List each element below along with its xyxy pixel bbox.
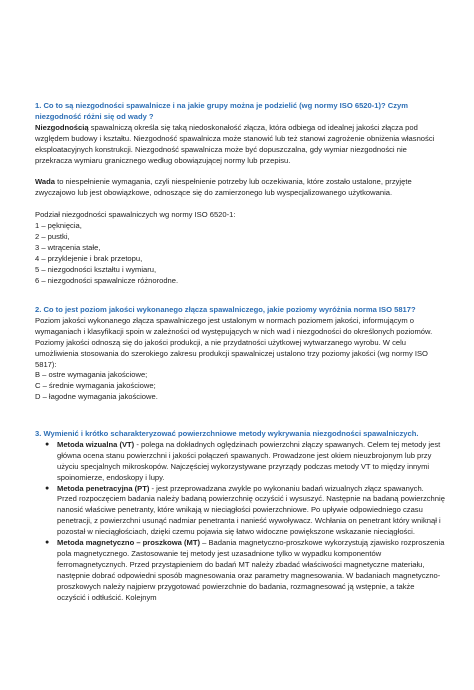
method-name: Metoda penetracyjna (PT) (57, 483, 150, 493)
group-item: 5 – niezgodności kształtu i wymiaru, (35, 264, 157, 274)
group-item: 1 – pęknięcia, (35, 221, 82, 231)
term-wada: Wada (35, 177, 55, 187)
bullet-dot-icon: ● (45, 484, 50, 492)
quality-levels-list (35, 370, 445, 403)
section-2-text: Poziom jakości wykonanego złącza spawalniczego jest ustalonym w normach poziomem jakości, informującym o wymaganiach i klasyfikacji spoin w zależności od występujących w nich wad i niezgodności do określonych poziomów. Poziomy jakości odnoszą się do jakości produkcji, a nie przydatności użytkowej wytwarzanego wyrobu. W celu umożliwienia stosowania do szerokiego zakresu produkcji spawalniczej ustalono trzy poziomy jakości (wg normy ISO 5817): (35, 315, 433, 369)
term-niezgodnosc: Niezgodnością (35, 122, 89, 132)
quality-level-item: B – ostre wymagania jakościowe; (35, 370, 148, 380)
method-text: – Badania magnetyczno-proszkowe wykorzystują zjawisko rozproszenia pola magnetycznego. Zastosowanie tej metody jest uzasadnione tylko w wypadku komponentów ferromagnetycznych. Przed przystąpieniem do badań MT należy zbadać właściwości magnetyczne materiału, następnie dobrać odpowiedni sposób magnesowania oraz parametry magnesowania. W badaniach magnetyczno-proszkowych należy najpierw przygotować powierzchnie do badania, rozmagnesować ją wstępnie, a także oczyścić i odtłuścić. Kolejnym (57, 538, 445, 602)
method-name: Metoda magnetyczno – proszkowa (MT) (57, 538, 201, 548)
method-text: - jest przeprowadzana zwykle po wykonaniu badań wizualnych złącz spawanych. Przed rozpoczęciem badania należy badaną powierzchnię oczyścić i wysuszyć. Następnie na badaną powierzchnię nanosić właściwe penetranty, które wnikają w nieciągłości powierzchniowe. Po upływie odpowiedniego czasu penetracji, z powierzchni usunąć nadmiar penetranta i nanieść wywoływacz. Wchłania on penetrant który wniknął i pozostał w nieciągłościach, dzięki czemu pojawia się łatwo widoczne powiększone wskazanie nieciągłości. (57, 483, 445, 537)
group-item: 3 – wtrącenia stałe, (35, 242, 101, 252)
quality-level-item: D – łagodne wymagania jakościowe. (35, 392, 158, 402)
definition-niezgodnosc (35, 123, 445, 167)
section-1-heading: 1. Co to są niezgodności spawalnicze i na jakie grupy można je podzielić (wg normy ISO 6520-1)? Czym niezgodność różni się od wady ? (35, 101, 409, 121)
quality-level-item: C – średnie wymagania jakościowe; (35, 381, 156, 391)
method-item-mt (35, 538, 445, 603)
method-item-vt (35, 440, 445, 484)
definition-niezgodnosc-text: spawalniczą określa się taką niedoskonałość złącza, która odbiega od idealnej jakości złącza pod względem budowy i kształtu. Niezgodność spawalnicza może stanowić lub też stanowi zagrożenie obniżenia własności eksploatacyjnych konstrukcji. Niezgodność spawalnicza może być dopuszczalna, gdy wymiar niezgodności nie przekracza wymiaru granicznego według obowiązującej normy lub przepisu. (35, 122, 435, 165)
methods-list (35, 440, 445, 604)
section-1 (35, 101, 445, 287)
groups-intro: Podział niezgodności spawalniczych wg normy ISO 6520-1: (35, 210, 236, 220)
section-3-heading: 3. Wymienić i krótko scharakteryzować powierzchniowe metody wykrywania niezgodności spawalniczych. (35, 429, 419, 438)
method-name: Metoda wizualna (VT) (57, 439, 135, 449)
section-2 (35, 305, 445, 403)
section-2-heading: 2. Co to jest poziom jakości wykonanego złącza spawalniczego, jakie poziomy wyróżnia norma ISO 5817? (35, 305, 416, 314)
definition-wada (35, 177, 445, 199)
section-3 (35, 429, 445, 604)
group-item: 6 – niezgodności spawalnicze różnorodne. (35, 275, 179, 285)
groups-list (35, 221, 445, 286)
definition-wada-text: to niespełnienie wymagania, czyli niespełnienie potrzeby lub oczekiwania, które zostało ustalone, przyjęte zwyczajowo lub jest obowiązkowe, odnoszące się do zamierzonego lub wyspecjalizowanego użytkowania. (35, 177, 412, 198)
bullet-dot-icon: ● (45, 440, 50, 448)
method-item-pt (35, 484, 445, 539)
group-item: 4 – przyklejenie i brak przetopu, (35, 253, 143, 263)
bullet-dot-icon: ● (45, 539, 50, 547)
group-item: 2 – pustki, (35, 232, 70, 242)
method-text: - polega na dokładnych oględzinach powierzchni złączy spawanych. Celem tej metody jest główna ocena stanu powierzchni i jakości połączeń spawanych. Prowadzone jest okiem nieuzbrojonym lub przy użyciu specjalnych mikroskopów. Najczęściej wykorzystywane przyrządy podczas metody VT to między innymi spoinomierze, endoskopy i lupy. (57, 439, 441, 482)
